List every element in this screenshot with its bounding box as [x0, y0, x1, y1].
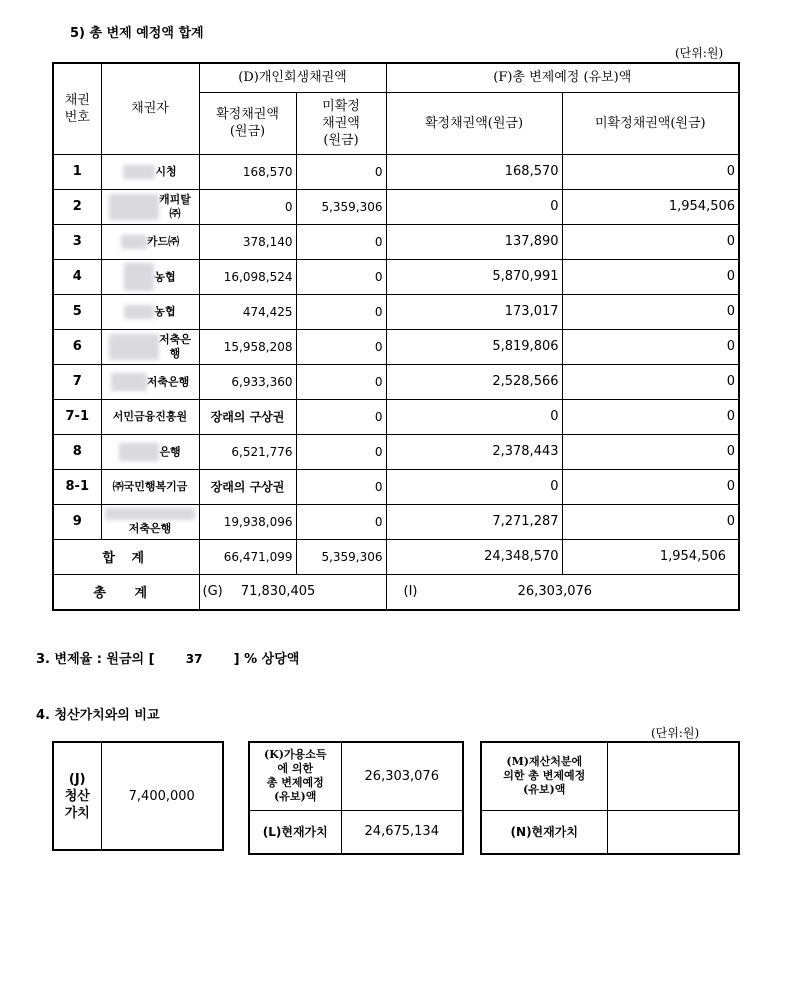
row-creditor: 카드㈜ [101, 224, 199, 259]
row-d-unconfirmed: 0 [296, 154, 386, 189]
total-g-value: 71,830,405 [240, 584, 316, 600]
row-creditor: 농협 [101, 294, 199, 329]
subtotal-label: 합 계 [53, 539, 199, 574]
row-no: 9 [53, 504, 101, 539]
table-row [53, 364, 739, 399]
table-row [53, 224, 739, 259]
table-row [53, 469, 739, 504]
row-f-confirmed: 168,570 [386, 154, 562, 189]
row-creditor: 저축은행 [101, 504, 199, 539]
section3-rate: 37 [185, 652, 203, 666]
row-f-confirmed: 0 [386, 189, 562, 224]
redacted-mask [105, 508, 195, 520]
redacted-mask [124, 305, 154, 319]
row-f-confirmed: 5,870,991 [386, 259, 562, 294]
total-row [53, 574, 739, 610]
row-d-unconfirmed: 0 [296, 399, 386, 434]
liquidation-value-box [52, 741, 224, 851]
row-no: 8 [53, 434, 101, 469]
row-no: 4 [53, 259, 101, 294]
row-f-confirmed: 5,819,806 [386, 329, 562, 364]
row-d-confirmed: 168,570 [199, 154, 296, 189]
header-creditor: 채권자 [101, 63, 199, 154]
row-f-unconfirmed: 0 [562, 329, 739, 364]
total-label: 총 계 [53, 574, 199, 610]
row-creditor: 캐피탈 ㈜ [101, 189, 199, 224]
row-creditor: 은행 [101, 434, 199, 469]
subtotal-f-confirmed: 24,348,570 [386, 539, 562, 574]
redacted-mask [111, 373, 147, 391]
row-d-unconfirmed: 0 [296, 259, 386, 294]
available-income-box [248, 741, 464, 855]
row-f-unconfirmed: 1,954,506 [562, 189, 739, 224]
row-creditor: 시청 [101, 154, 199, 189]
table-row [53, 329, 739, 364]
row-creditor: 농협 [101, 259, 199, 294]
total-i-value: 26,303,076 [517, 584, 593, 600]
m-label: (M)재산처분에 의한 총 변제예정 (유보)액 [481, 742, 607, 810]
section5-title: 5) 총 변제 예정액 합계 [70, 26, 204, 41]
row-f-unconfirmed: 0 [562, 154, 739, 189]
row-no: 7 [53, 364, 101, 399]
total-i [386, 574, 739, 610]
header-group-d: (D)개인회생채권액 [199, 63, 386, 92]
row-creditor: ㈜국민행복기금 [101, 469, 199, 504]
header-group-f: (F)총 변제예정 (유보)액 [386, 63, 739, 92]
row-f-unconfirmed: 0 [562, 399, 739, 434]
row-d-confirmed: 474,425 [199, 294, 296, 329]
row-f-unconfirmed: 0 [562, 259, 739, 294]
row-no: 1 [53, 154, 101, 189]
row-d-unconfirmed: 5,359,306 [296, 189, 386, 224]
subtotal-row [53, 539, 739, 574]
row-d-unconfirmed: 0 [296, 329, 386, 364]
row-no: 2 [53, 189, 101, 224]
table-row [53, 189, 739, 224]
row-no: 8-1 [53, 469, 101, 504]
row-no: 6 [53, 329, 101, 364]
header-d-unconfirmed: 미확정 채권액 (원금) [296, 92, 386, 154]
redacted-mask [123, 165, 155, 179]
row-f-unconfirmed: 0 [562, 364, 739, 399]
total-g-label: (G) [202, 584, 223, 600]
row-no: 7-1 [53, 399, 101, 434]
table-row [53, 154, 739, 189]
section3-repayment-rate [36, 648, 299, 667]
row-creditor: 서민금융진흥원 [101, 399, 199, 434]
table-row [53, 399, 739, 434]
row-f-unconfirmed: 0 [562, 504, 739, 539]
row-d-confirmed: 0 [199, 189, 296, 224]
row-f-confirmed: 0 [386, 469, 562, 504]
row-d-confirmed: 15,958,208 [199, 329, 296, 364]
header-no: 채권 번호 [53, 63, 101, 154]
table-row [53, 294, 739, 329]
redacted-mask [124, 263, 154, 291]
row-d-confirmed: 16,098,524 [199, 259, 296, 294]
redacted-mask [109, 194, 159, 220]
row-d-unconfirmed: 0 [296, 364, 386, 399]
row-d-unconfirmed: 0 [296, 469, 386, 504]
n-value [607, 810, 739, 854]
row-f-confirmed: 2,528,566 [386, 364, 562, 399]
unit-label: (단위:원) [675, 46, 724, 60]
redacted-mask [109, 334, 159, 360]
subtotal-f-unconfirmed: 1,954,506 [562, 539, 739, 574]
row-d-unconfirmed: 0 [296, 224, 386, 259]
row-d-confirmed: 장래의 구상권 [199, 469, 296, 504]
k-value: 26,303,076 [341, 742, 463, 810]
table-row [53, 259, 739, 294]
row-f-unconfirmed: 0 [562, 434, 739, 469]
l-value: 24,675,134 [341, 810, 463, 854]
section3-prefix: 3. 변제율 : 원금의 [ [36, 652, 155, 667]
table-row [53, 504, 739, 539]
row-d-unconfirmed: 0 [296, 504, 386, 539]
subtotal-d-unconfirmed: 5,359,306 [296, 539, 386, 574]
header-d-confirmed: 확정채권액 (원금) [199, 92, 296, 154]
section3-suffix: ] % 상당액 [233, 652, 300, 667]
redacted-mask [119, 443, 159, 461]
total-i-label: (I) [403, 584, 418, 600]
row-d-confirmed: 378,140 [199, 224, 296, 259]
k-label: (K)가용소득 에 의한 총 변제예정 (유보)액 [249, 742, 341, 810]
row-d-confirmed: 19,938,096 [199, 504, 296, 539]
n-label: (N)현재가치 [481, 810, 607, 854]
row-f-confirmed: 2,378,443 [386, 434, 562, 469]
section4-title: 4. 청산가치와의 비교 [36, 708, 160, 723]
row-no: 3 [53, 224, 101, 259]
row-f-confirmed: 0 [386, 399, 562, 434]
liquidation-label: (J) 청산 가치 [53, 742, 101, 850]
row-d-unconfirmed: 0 [296, 294, 386, 329]
header-f-unconfirmed: 미확정채권액(원금) [562, 92, 739, 154]
row-f-unconfirmed: 0 [562, 469, 739, 504]
liquidation-value: 7,400,000 [101, 742, 223, 850]
row-d-unconfirmed: 0 [296, 434, 386, 469]
subtotal-d-confirmed: 66,471,099 [199, 539, 296, 574]
row-f-confirmed: 7,271,287 [386, 504, 562, 539]
row-f-unconfirmed: 0 [562, 294, 739, 329]
redacted-mask [121, 235, 147, 249]
row-f-unconfirmed: 0 [562, 224, 739, 259]
row-f-confirmed: 173,017 [386, 294, 562, 329]
row-d-confirmed: 6,521,776 [199, 434, 296, 469]
unit-label-2: (단위:원) [651, 726, 700, 740]
total-g [199, 574, 386, 610]
row-creditor: 저축은 행 [101, 329, 199, 364]
table-row [53, 434, 739, 469]
header-f-confirmed: 확정채권액(원금) [386, 92, 562, 154]
row-f-confirmed: 137,890 [386, 224, 562, 259]
row-creditor: 저축은행 [101, 364, 199, 399]
property-disposal-box [480, 741, 740, 855]
row-d-confirmed: 6,933,360 [199, 364, 296, 399]
row-no: 5 [53, 294, 101, 329]
m-value [607, 742, 739, 810]
repayment-table [52, 62, 740, 611]
row-d-confirmed: 장래의 구상권 [199, 399, 296, 434]
l-label: (L)현재가치 [249, 810, 341, 854]
